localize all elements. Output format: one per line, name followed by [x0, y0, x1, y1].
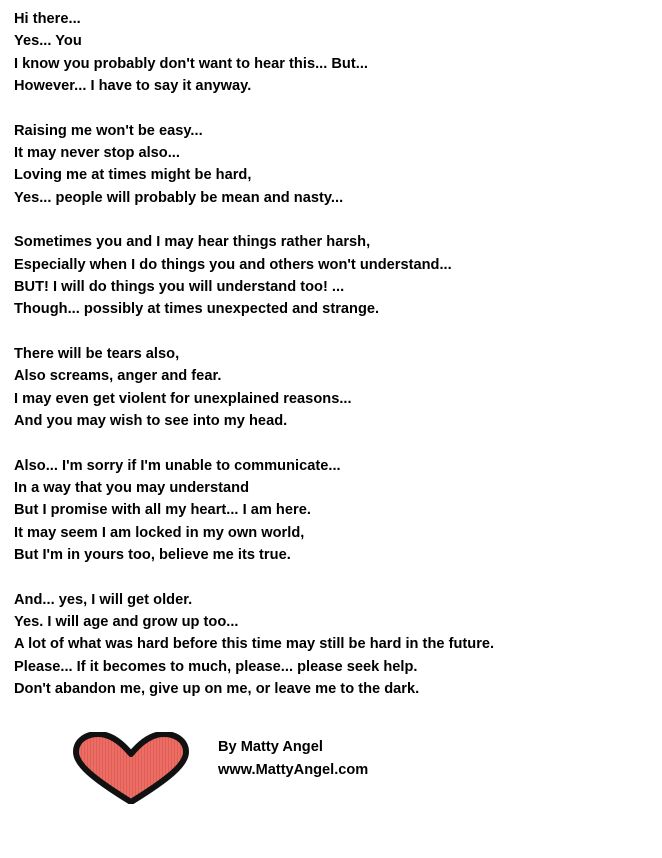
poem-line: But I promise with all my heart... I am here.: [14, 502, 311, 519]
poem-line: Sometimes you and I may hear things rather harsh,: [14, 234, 371, 251]
poem-line: But I'm in yours too, believe me its true.: [14, 547, 291, 564]
poem-line: In a way that you may understand: [14, 479, 250, 496]
poem-line: Loving me at times might be hard,: [14, 167, 252, 184]
website-line: www.MattyAngel.com: [218, 762, 369, 778]
stanza-4: [14, 343, 652, 433]
poem-line: A lot of what was hard before this time may still be hard in the future.: [14, 636, 495, 653]
poem-line: And you may wish to see into my head.: [14, 413, 288, 430]
poem-line: Especially when I do things you and others won't understand...: [14, 256, 452, 273]
stanza-2: [14, 120, 652, 210]
poem-line: I may even get violent for unexplained reasons...: [14, 390, 352, 407]
poem-line: Raising me won't be easy...: [14, 122, 203, 139]
stanza-6: [14, 589, 652, 701]
poem-line: It may never stop also...: [14, 145, 180, 162]
poem-line: Yes... people will probably be mean and nasty...: [14, 189, 344, 206]
credit-block: [60, 730, 620, 810]
poem-line: BUT! I will do things you will understand too! ...: [14, 279, 345, 296]
poem-line: Don't abandon me, give up on me, or leave me to the dark.: [14, 681, 420, 698]
heart-icon: [70, 732, 192, 804]
poem-line: Also screams, anger and fear.: [14, 368, 222, 385]
poem-line: There will be tears also,: [14, 345, 180, 362]
author-line: By Matty Angel: [218, 739, 323, 755]
poem-line: And... yes, I will get older.: [14, 591, 193, 608]
poem-line: Though... possibly at times unexpected and strange.: [14, 301, 380, 318]
poem-line: It may seem I am locked in my own world,: [14, 524, 305, 541]
credit-text: [218, 736, 368, 782]
stanza-3: [14, 231, 652, 321]
stanza-5: [14, 455, 652, 567]
poem-line: Yes. I will age and grow up too...: [14, 613, 239, 630]
stanza-1: [14, 8, 652, 98]
poem-line: I know you probably don't want to hear this... But...: [14, 55, 368, 72]
poem-line: Yes... You: [14, 33, 82, 50]
poem-line: Please... If it becomes to much, please... please seek help.: [14, 658, 418, 675]
poem-line: However... I have to say it anyway.: [14, 78, 252, 95]
poem-body: [14, 8, 652, 701]
poem-line: Hi there...: [14, 11, 81, 27]
poem-line: Also... I'm sorry if I'm unable to communicate...: [14, 457, 341, 474]
